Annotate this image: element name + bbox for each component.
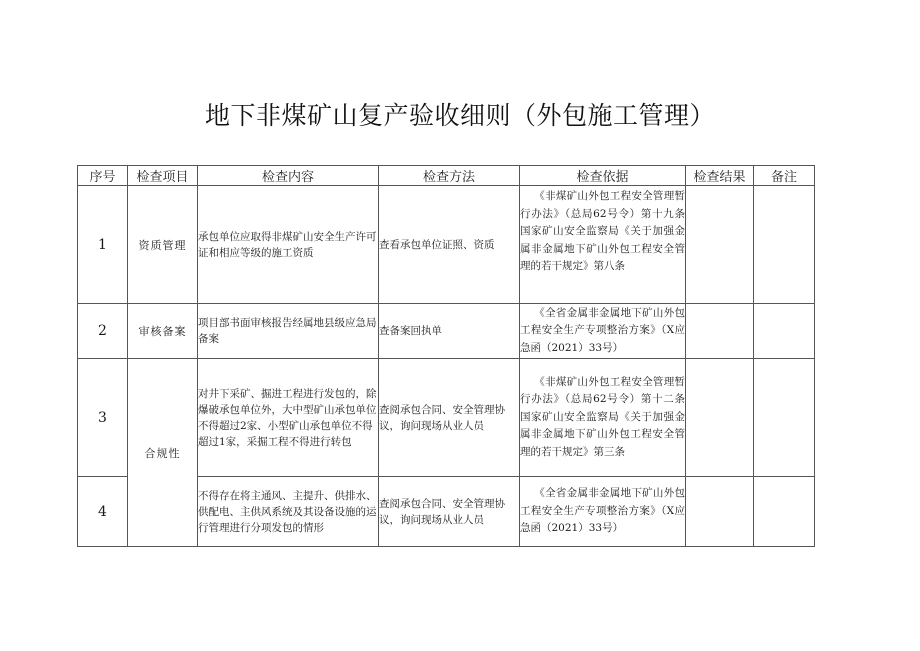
row-content: 对井下采矿、掘进工程进行发包的，除爆破承包单位外，大中型矿山承包单位不得超过2家、小型矿山承包单位不得超过1家，采掘工程不得进行转包 xyxy=(198,359,379,477)
header-result: 检查结果 xyxy=(686,166,754,186)
row-basis-text: 《全省金属非金属地下矿山外包工程安全生产专项整治方案》（X应急函（2021）33号） xyxy=(520,306,685,354)
header-item: 检查项目 xyxy=(128,166,198,186)
header-basis: 检查依据 xyxy=(520,166,686,186)
row-content: 不得存在将主通风、主提升、供排水、供配电、主供风系统及其设备设施的运行管理进行分项发包的情形 xyxy=(198,477,379,547)
row-method: 查阅承包合同、安全管理协议，询问现场从业人员 xyxy=(379,477,520,547)
row-result-cell[interactable] xyxy=(686,304,754,359)
row-basis-text: 《全省金属非金属地下矿山外包工程安全生产专项整治方案》（X应急函（2021）33号） xyxy=(520,487,685,535)
row-content: 承包单位应取得非煤矿山安全生产许可证和相应等级的施工资质 xyxy=(198,186,379,304)
row-result-cell[interactable] xyxy=(686,186,754,304)
row-remark-cell[interactable] xyxy=(754,359,815,477)
row-item: 合规性 xyxy=(128,359,198,547)
table-row xyxy=(78,186,815,304)
row-basis-text: 《非煤矿山外包工程安全管理暂行办法》（总局62号令）第十九条国家矿山安全监察局《关于加强金属非金属地下矿山外包工程安全管理的若干规定》第八条 xyxy=(520,190,685,272)
row-basis-text: 《非煤矿山外包工程安全管理暂行办法》（总局62号令）第十二条国家矿山安全监察局《关于加强金属非金属地下矿山外包工程安全管理的若干规定》第三条 xyxy=(520,375,685,458)
row-basis xyxy=(520,477,686,547)
document-title: 地下非煤矿山复产验收细则（外包施工管理） xyxy=(204,101,715,130)
row-method: 查看承包单位证照、资质 xyxy=(379,186,520,304)
row-method: 查备案回执单 xyxy=(379,304,520,359)
header-remark: 备注 xyxy=(754,166,815,186)
row-no: 2 xyxy=(78,304,128,359)
row-basis xyxy=(520,186,686,304)
row-no: 4 xyxy=(78,477,128,547)
row-no: 1 xyxy=(78,186,128,304)
inspection-table xyxy=(77,165,815,547)
row-method: 查阅承包合同、安全管理协议，询问现场从业人员 xyxy=(379,359,520,477)
row-remark-cell[interactable] xyxy=(754,304,815,359)
row-no: 3 xyxy=(78,359,128,477)
row-result-cell[interactable] xyxy=(686,359,754,477)
row-result-cell[interactable] xyxy=(686,477,754,547)
row-remark-cell[interactable] xyxy=(754,477,815,547)
row-remark-cell[interactable] xyxy=(754,186,815,304)
row-basis xyxy=(520,304,686,359)
table-header-row xyxy=(78,166,815,186)
row-content: 项目部书面审核报告经属地县级应急局备案 xyxy=(198,304,379,359)
header-content: 检查内容 xyxy=(198,166,379,186)
row-basis xyxy=(520,359,686,477)
row-item: 审核备案 xyxy=(128,304,198,359)
row-item: 资质管理 xyxy=(128,186,198,304)
header-no: 序号 xyxy=(78,166,128,186)
table-row xyxy=(78,359,815,477)
header-method: 检查方法 xyxy=(379,166,520,186)
table-row xyxy=(78,304,815,359)
